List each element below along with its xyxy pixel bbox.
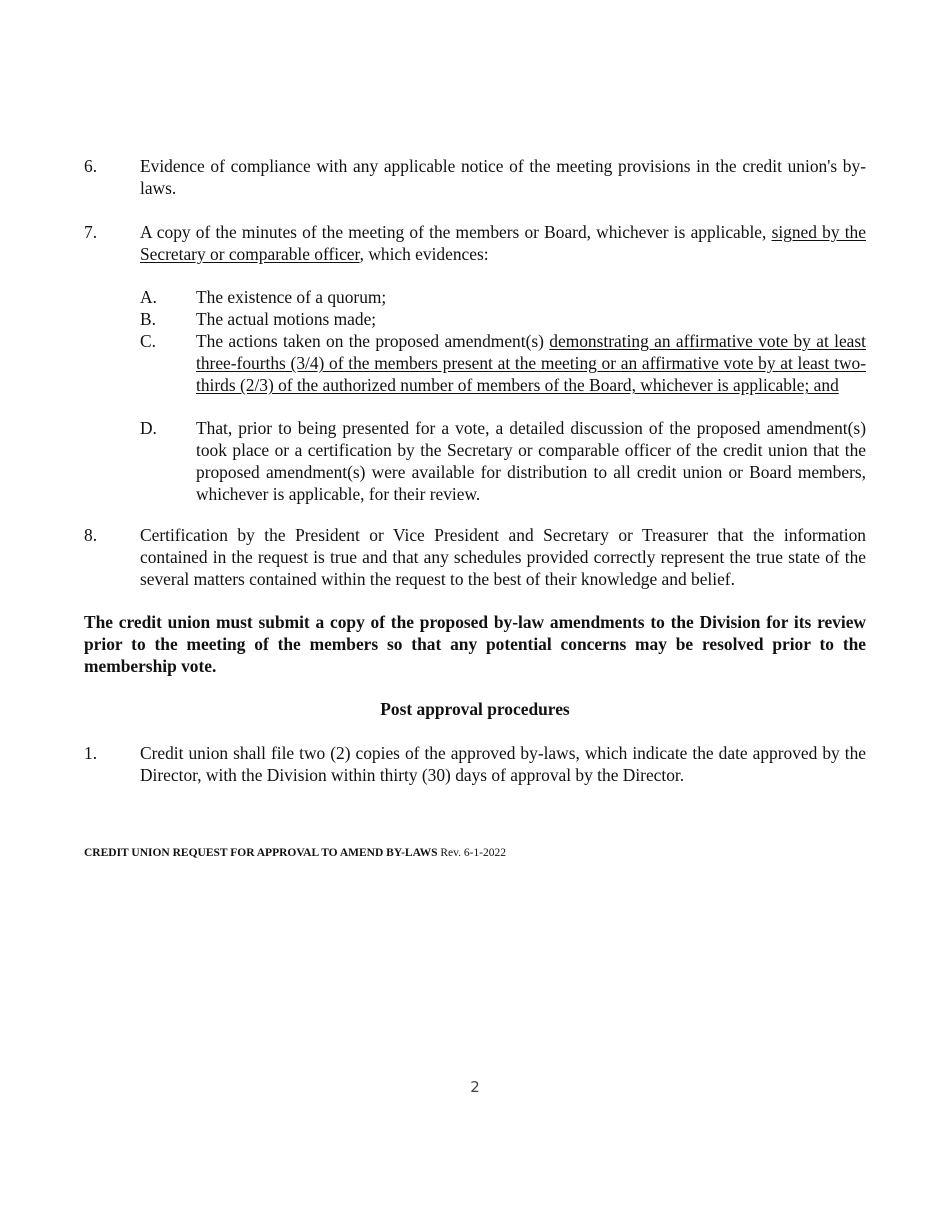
sub-item-letter: C. xyxy=(140,331,156,351)
item-text xyxy=(140,221,866,265)
item-text: Credit union shall file two (2) copies of the approved by-laws, which indicate the date approved by the Director, with the Division within thirty (30) days of approval by the Director. xyxy=(140,743,866,785)
sub-item-text-lead: The actions taken on the proposed amendment(s) xyxy=(196,331,550,351)
form-footer xyxy=(84,846,506,860)
item-text-tail: , which evidences: xyxy=(359,244,489,264)
sub-item-text xyxy=(196,330,866,396)
underlined-phrase: signed by the Secretary or comparable officer xyxy=(140,222,866,264)
item-text: Certification by the President or Vice President and Secretary or Treasurer that the information contained in the request is true and that any schedules provided correctly represent the true state of the several matters contained within the request to the best of their knowledge and belief. xyxy=(140,525,866,589)
sub-item-text: The existence of a quorum; xyxy=(196,287,387,307)
sub-item-letter: D. xyxy=(140,418,157,438)
sub-item-text: That, prior to being presented for a vote, a detailed discussion of the proposed amendment(s) took place or a certification by the Secretary or comparable officer of the credit union that the proposed amendment(s) were available for distribution to all credit union or Board members, whichever is applicable, for their review. xyxy=(196,418,866,504)
sub-item-text: The actual motions made; xyxy=(196,309,377,329)
sub-item-c xyxy=(140,330,866,396)
page-number: 2 xyxy=(470,1078,480,1096)
item-number: 1. xyxy=(84,743,98,763)
post-approval-item-1 xyxy=(84,742,866,786)
sub-item-b xyxy=(140,308,866,330)
item-text-lead: A copy of the minutes of the meeting of the members or Board, whichever is applicable, xyxy=(140,222,772,242)
footer-revision: Rev. 6-1-2022 xyxy=(440,847,507,859)
underlined-phrase: demonstrating an affirmative vote by at least three-fourths (3/4) of the members present at the meeting or an affirmative vote by at least two-thirds (2/3) of the authorized number of members of the Board, whichever is applicable; and xyxy=(196,331,866,395)
sub-item-d xyxy=(140,417,866,505)
item-number: 8. xyxy=(84,525,98,545)
sub-item-letter: A. xyxy=(140,287,157,307)
item-number: 7. xyxy=(84,222,98,242)
submission-notice: The credit union must submit a copy of the proposed by-law amendments to the Division for its review prior to the meeting of the members so that any potential concerns may be resolved prior to the membership vote. xyxy=(84,612,866,676)
list-item-6 xyxy=(84,155,866,199)
item-number: 6. xyxy=(84,156,98,176)
sub-item-letter: B. xyxy=(140,309,156,329)
list-item-7 xyxy=(84,221,866,265)
footer-form-title: CREDIT UNION REQUEST FOR APPROVAL TO AMEND BY-LAWS xyxy=(84,847,438,859)
section-heading: Post approval procedures xyxy=(380,699,570,719)
list-item-8 xyxy=(84,524,866,590)
sub-item-a xyxy=(140,286,866,308)
item-text: Evidence of compliance with any applicable notice of the meeting provisions in the credit union's by-laws. xyxy=(140,156,866,198)
